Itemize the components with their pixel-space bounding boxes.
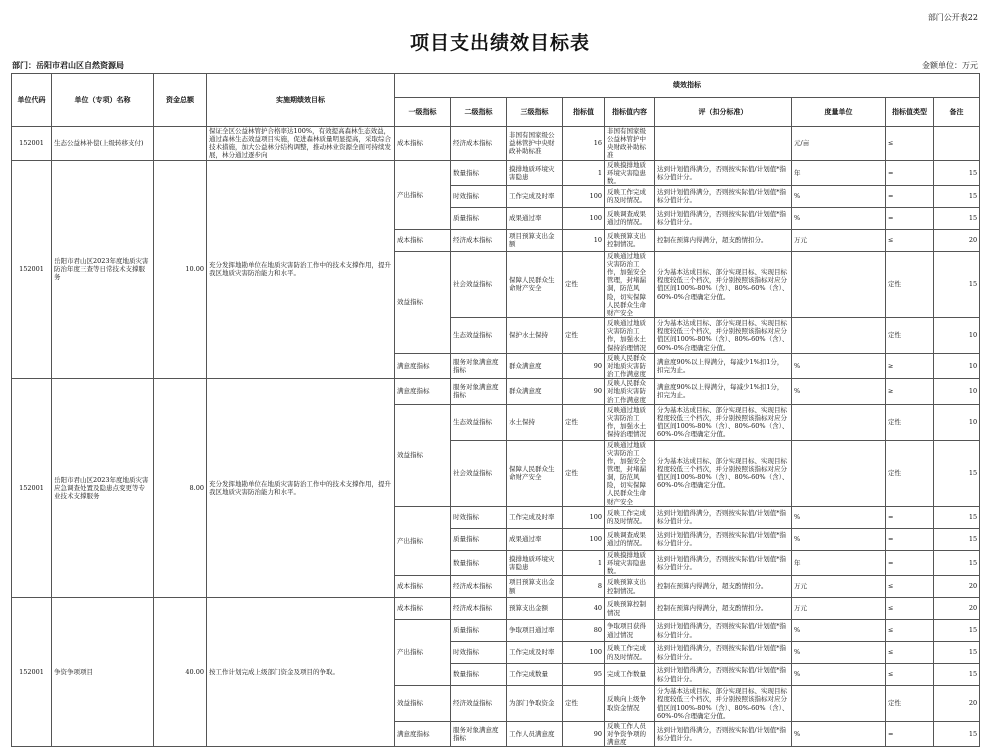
indicator-note: 15	[934, 160, 980, 185]
indicator-note: 15	[934, 642, 980, 664]
indicator-unit: 万元	[792, 598, 886, 620]
indicator-scoring: 达到计划值得满分，否则按实际值/计划值*指标分值计分。	[655, 620, 792, 642]
indicator-unit: 年	[792, 160, 886, 185]
indicator-type: ≤	[886, 127, 934, 161]
header-measure: 度量单位	[792, 98, 886, 127]
indicator-unit: %	[792, 207, 886, 229]
indicator-level3: 保障人民群众生命财产安全	[507, 251, 563, 317]
indicator-note: 20	[934, 229, 980, 251]
indicator-value: 定性	[563, 404, 605, 440]
indicator-type: =	[886, 528, 934, 550]
indicator-note: 15	[934, 528, 980, 550]
header-lvl3: 三级指标	[507, 98, 563, 127]
indicator-scoring: 达到计划值得满分，否则按实际值/计划值*指标分值计分。	[655, 550, 792, 575]
indicator-note: 20	[934, 598, 980, 620]
indicator-content: 非国有国家级公益林管护中央财政补助标准	[605, 127, 655, 161]
project-target: 保证全区公益林管护合格率达100%，有效提高森林生态效益，通过森林生态效益项目实施，促进森林质量明显提高，采取综合技术措施，加大公益林分结构调整，推动林业资源全面可持续发展，林分通过逐步向	[207, 127, 395, 161]
indicator-value: 定性	[563, 251, 605, 317]
indicator-scoring: 控制在预算内得满分，超支酌情扣分。	[655, 576, 792, 598]
project-code: 152001	[12, 379, 52, 598]
indicator-level1: 成本指标	[395, 229, 451, 251]
indicator-content: 反映人民群众对地质灾害防治工作满意度	[605, 379, 655, 404]
indicator-level2: 服务对象满意度指标	[451, 722, 507, 747]
indicator-content: 反映调查成果通过的情况。	[605, 207, 655, 229]
indicator-note: 20	[934, 576, 980, 598]
indicator-type: 定性	[886, 251, 934, 317]
indicator-scoring	[655, 127, 792, 161]
indicator-level3: 摸排地质环境灾害隐患	[507, 160, 563, 185]
indicator-note: 15	[934, 251, 980, 317]
project-total: 8.00	[154, 379, 207, 598]
project-total: 10.00	[154, 160, 207, 379]
indicator-value: 90	[563, 353, 605, 378]
header-lvl1: 一级指标	[395, 98, 451, 127]
indicator-note: 10	[934, 404, 980, 440]
indicator-level2: 数量指标	[451, 664, 507, 686]
header-value: 指标值	[563, 98, 605, 127]
project-name: 岳阳市君山区2023年度地质灾害防治年度三查等日常技术支撑服务	[52, 160, 154, 379]
indicator-value: 10	[563, 229, 605, 251]
indicator-type: 定性	[886, 317, 934, 353]
indicator-scoring: 达到计划值得满分，否则按实际值/计划值*指标分值计分。	[655, 642, 792, 664]
indicator-level2: 时效指标	[451, 185, 507, 207]
indicator-scoring: 达到计划值得满分，否则按实际值/计划值*指标分值计分。	[655, 207, 792, 229]
project-name: 争资争项项目	[52, 598, 154, 747]
indicator-level3: 成果通过率	[507, 528, 563, 550]
project-total: 40.00	[154, 598, 207, 747]
header-lvl2: 二级指标	[451, 98, 507, 127]
indicator-unit: %	[792, 528, 886, 550]
indicator-level2: 经济成本指标	[451, 229, 507, 251]
indicator-scoring: 分为基本达成目标、部分实现目标、实现目标程度较低三个档次，并分别按照该指标对应分值区间100%-80%（含）、80%-60%（含）、60%-0%合理确定分值。	[655, 251, 792, 317]
indicator-content: 反映预算控制情况	[605, 598, 655, 620]
indicator-level2: 生态效益指标	[451, 317, 507, 353]
indicator-level3: 摸排地质环境灾害隐患	[507, 550, 563, 575]
indicator-level2: 时效指标	[451, 506, 507, 528]
indicator-level3: 工作完成及时率	[507, 642, 563, 664]
indicator-scoring: 分为基本达成目标、部分实现目标、实现目标程度较低三个档次，并分别按照该指标对应分值区间100%-80%（含）、80%-60%（含）、60%-0%合理确定分值。	[655, 440, 792, 506]
indicator-unit: %	[792, 664, 886, 686]
indicator-content: 反映工作完成的及时情况。	[605, 185, 655, 207]
indicator-level3: 群众满意度	[507, 379, 563, 404]
indicator-level2: 质量指标	[451, 620, 507, 642]
indicator-note: 15	[934, 664, 980, 686]
indicator-value: 定性	[563, 440, 605, 506]
indicator-content: 反映向上级争取资金情况	[605, 686, 655, 722]
indicator-value: 100	[563, 185, 605, 207]
indicator-level1: 满意度指标	[395, 722, 451, 747]
indicator-type: 定性	[886, 686, 934, 722]
indicator-value: 90	[563, 379, 605, 404]
indicator-content: 完成工作数量	[605, 664, 655, 686]
indicator-level3: 保障人民群众生命财产安全	[507, 440, 563, 506]
indicator-content: 反映通过地质灾害防治工作，加强安全管理，封堵漏洞，防范风险，切实保障人民群众生命财产安全	[605, 251, 655, 317]
indicator-unit	[792, 686, 886, 722]
indicator-level1: 满意度指标	[395, 353, 451, 378]
indicator-value: 100	[563, 528, 605, 550]
indicator-value: 100	[563, 506, 605, 528]
indicator-level3: 预算支出金额	[507, 598, 563, 620]
indicator-scoring: 达到计划值得满分，否则按实际值/计划值*指标分值计分。	[655, 528, 792, 550]
indicator-type: ≤	[886, 642, 934, 664]
indicator-type: ≤	[886, 664, 934, 686]
indicator-content: 反映工作完成的及时情况。	[605, 642, 655, 664]
indicator-level3: 群众满意度	[507, 353, 563, 378]
indicator-value: 80	[563, 620, 605, 642]
header-note: 备注	[934, 98, 980, 127]
indicator-scoring: 分为基本达成目标、部分实现目标、实现目标程度较低三个档次，并分别按照该指标对应分值区间100%-80%（含）、80%-60%（含）、60%-0%合理确定分值。	[655, 404, 792, 440]
indicator-level1: 满意度指标	[395, 379, 451, 404]
performance-table	[11, 73, 980, 747]
indicator-scoring: 达到计划值得满分，否则按实际值/计划值*指标分值计分。	[655, 185, 792, 207]
indicator-type: ≤	[886, 598, 934, 620]
indicator-unit: %	[792, 620, 886, 642]
indicator-content: 反映人民群众对地质灾害防治工作满意度	[605, 353, 655, 378]
indicator-note: 15	[934, 620, 980, 642]
indicator-type: 定性	[886, 404, 934, 440]
project-name: 生态公益林补偿(上级转移支付)	[52, 127, 154, 161]
indicator-level1: 产出指标	[395, 620, 451, 686]
indicator-content: 反映预算支出控制情况。	[605, 229, 655, 251]
indicator-note: 20	[934, 686, 980, 722]
indicator-level2: 社会效益指标	[451, 440, 507, 506]
indicator-scoring: 满意度90%以上得满分，每减少1%扣1分，扣完为止。	[655, 379, 792, 404]
indicator-level3: 项目预算支出金额	[507, 229, 563, 251]
table-row	[12, 127, 980, 161]
indicator-unit: %	[792, 379, 886, 404]
indicator-level3: 项目预算支出金额	[507, 576, 563, 598]
project-total	[154, 127, 207, 161]
indicator-level1: 产出指标	[395, 160, 451, 229]
indicator-type: ≥	[886, 353, 934, 378]
indicator-value: 100	[563, 642, 605, 664]
indicator-type: =	[886, 160, 934, 185]
indicator-unit: 年	[792, 550, 886, 575]
indicator-value: 90	[563, 722, 605, 747]
indicator-note: 15	[934, 440, 980, 506]
indicator-type: =	[886, 722, 934, 747]
indicator-unit: %	[792, 642, 886, 664]
project-code: 152001	[12, 598, 52, 747]
indicator-unit: 万元	[792, 576, 886, 598]
indicator-level2: 时效指标	[451, 642, 507, 664]
indicator-unit	[792, 317, 886, 353]
header-target: 实施期绩效目标	[207, 74, 395, 127]
indicator-note: 10	[934, 353, 980, 378]
indicator-value: 1	[563, 550, 605, 575]
indicator-type: =	[886, 550, 934, 575]
indicator-unit	[792, 440, 886, 506]
project-target: 充分发挥地勘单位在地质灾害防治工作中的技术支撑作用，提升我区地质灾害防治能力和水平。	[207, 379, 395, 598]
indicator-level2: 经济成本指标	[451, 598, 507, 620]
indicator-scoring: 达到计划值得满分，否则按实际值/计划值*指标分值计分。	[655, 664, 792, 686]
indicator-scoring: 达到计划值得满分，否则按实际值/计划值*指标分值计分。	[655, 722, 792, 747]
indicator-scoring: 分为基本达成目标、部分实现目标、实现目标程度较低三个档次，并分别按照该指标对应分值区间100%-80%（含）、80%-60%（含）、60%-0%合理确定分值。	[655, 686, 792, 722]
indicator-level3: 工作完成及时率	[507, 506, 563, 528]
header-valtype: 指标值类型	[886, 98, 934, 127]
header-name: 单位（专项）名称	[52, 74, 154, 127]
indicator-level2: 经济成本指标	[451, 576, 507, 598]
indicator-value: 40	[563, 598, 605, 620]
indicator-type: 定性	[886, 440, 934, 506]
indicator-level1: 效益指标	[395, 251, 451, 353]
indicator-note: 15	[934, 207, 980, 229]
indicator-scoring: 控制在预算内得满分，超支酌情扣分。	[655, 229, 792, 251]
project-code: 152001	[12, 160, 52, 379]
indicator-level3: 水土保持	[507, 404, 563, 440]
indicator-unit: %	[792, 185, 886, 207]
indicator-scoring: 控制在预算内得满分，超支酌情扣分。	[655, 598, 792, 620]
indicator-content: 反映调查成果通过的情况。	[605, 528, 655, 550]
indicator-note: 15	[934, 722, 980, 747]
indicator-note: 10	[934, 379, 980, 404]
indicator-level2: 服务对象满意度指标	[451, 379, 507, 404]
indicator-scoring: 达到计划值得满分，否则按实际值/计划值*指标分值计分。	[655, 506, 792, 528]
indicator-level3: 保护水土保持	[507, 317, 563, 353]
indicator-unit	[792, 404, 886, 440]
indicator-level3: 为部门争取资金	[507, 686, 563, 722]
project-name: 岳阳市君山区2023年度地质灾害应急调查处置及隐患点变更等专业技术支撑服务	[52, 379, 154, 598]
table-number-label: 部门公开表22	[927, 13, 978, 22]
indicator-unit: %	[792, 506, 886, 528]
indicator-level2: 服务对象满意度指标	[451, 353, 507, 378]
table-row	[12, 379, 980, 404]
indicator-content: 反映工作人员对争资争项的满意度	[605, 722, 655, 747]
indicator-content: 争取项目获得通过情况	[605, 620, 655, 642]
indicator-type: =	[886, 506, 934, 528]
indicator-scoring: 达到计划值得满分，否则按实际值/计划值*指标分值计分。	[655, 160, 792, 185]
indicator-unit: 万元	[792, 229, 886, 251]
indicator-type: =	[886, 207, 934, 229]
header-code: 单位代码	[12, 74, 52, 127]
indicator-level1: 成本指标	[395, 598, 451, 620]
indicator-type: ≥	[886, 379, 934, 404]
indicator-type: =	[886, 185, 934, 207]
indicator-value: 1	[563, 160, 605, 185]
department-label: 部门：岳阳市君山区自然资源局	[12, 60, 124, 70]
indicator-level1: 成本指标	[395, 576, 451, 598]
indicator-type: ≤	[886, 576, 934, 598]
indicator-content: 反映摸排地质环境灾害隐患数。	[605, 160, 655, 185]
indicator-level3: 成果通过率	[507, 207, 563, 229]
indicator-note: 15	[934, 550, 980, 575]
indicator-content: 反映摸排地质环境灾害隐患数。	[605, 550, 655, 575]
indicator-level1: 效益指标	[395, 404, 451, 506]
indicator-note: 10	[934, 317, 980, 353]
indicator-scoring: 满意度90%以上得满分，每减少1%扣1分，扣完为止。	[655, 353, 792, 378]
indicator-level1: 效益指标	[395, 686, 451, 722]
indicator-content: 反映预算支出控制情况。	[605, 576, 655, 598]
indicator-type: ≤	[886, 620, 934, 642]
indicator-unit: %	[792, 353, 886, 378]
indicator-level2: 经济成本指标	[451, 127, 507, 161]
indicator-value: 16	[563, 127, 605, 161]
indicator-type: ≤	[886, 229, 934, 251]
indicator-value: 95	[563, 664, 605, 686]
indicator-level2: 质量指标	[451, 528, 507, 550]
amount-unit-label: 金额单位：万元	[922, 61, 978, 70]
project-target: 充分发挥地勘单位在地质灾害防治工作中的技术支撑作用，提升我区地质灾害防治能力和水平。	[207, 160, 395, 379]
indicator-note: 15	[934, 185, 980, 207]
indicator-level3: 工作人员满意度	[507, 722, 563, 747]
indicator-level2: 质量指标	[451, 207, 507, 229]
header-scoring: 评（扣分标准）	[655, 98, 792, 127]
indicator-scoring: 分为基本达成目标、部分实现目标、实现目标程度较低三个档次，并分别按照该指标对应分值区间100%-80%（含）、80%-60%（含）、60%-0%合理确定分值。	[655, 317, 792, 353]
indicator-level2: 经济效益指标	[451, 686, 507, 722]
indicator-value: 8	[563, 576, 605, 598]
indicator-level1: 产出指标	[395, 506, 451, 575]
project-target: 按工作计划完成上级部门资金及项目的争取。	[207, 598, 395, 747]
indicator-content: 反映工作完成的及时情况。	[605, 506, 655, 528]
indicator-level2: 数量指标	[451, 550, 507, 575]
indicator-unit: %	[792, 722, 886, 747]
table-row	[12, 598, 980, 620]
indicator-level3: 工作完成数量	[507, 664, 563, 686]
indicator-content: 反映通过地质灾害防治工作，加强水土保持治理情况	[605, 317, 655, 353]
indicator-content: 反映通过地质灾害防治工作，加强水土保持治理情况	[605, 404, 655, 440]
project-code: 152001	[12, 127, 52, 161]
header-indicators: 绩效指标	[395, 74, 980, 98]
header-total: 资金总额	[154, 74, 207, 127]
indicator-level2: 数量指标	[451, 160, 507, 185]
indicator-level2: 生态效益指标	[451, 404, 507, 440]
indicator-level3: 争取项目通过率	[507, 620, 563, 642]
page-title: 项目支出绩效目标表	[409, 32, 590, 54]
indicator-unit: 元/亩	[792, 127, 886, 161]
indicator-level1: 成本指标	[395, 127, 451, 161]
table-row	[12, 160, 980, 185]
indicator-level3: 非国有国家级公益林管护中央财政补助标准	[507, 127, 563, 161]
indicator-level3: 工作完成及时率	[507, 185, 563, 207]
indicator-value: 定性	[563, 686, 605, 722]
indicator-value: 100	[563, 207, 605, 229]
indicator-note	[934, 127, 980, 161]
indicator-level2: 社会效益指标	[451, 251, 507, 317]
indicator-note: 15	[934, 506, 980, 528]
indicator-value: 定性	[563, 317, 605, 353]
indicator-unit	[792, 251, 886, 317]
indicator-content: 反映通过地质灾害防治工作，加强安全管理，封堵漏洞，防范风险，切实保障人民群众生命财产安全	[605, 440, 655, 506]
header-content: 指标值内容	[605, 98, 655, 127]
